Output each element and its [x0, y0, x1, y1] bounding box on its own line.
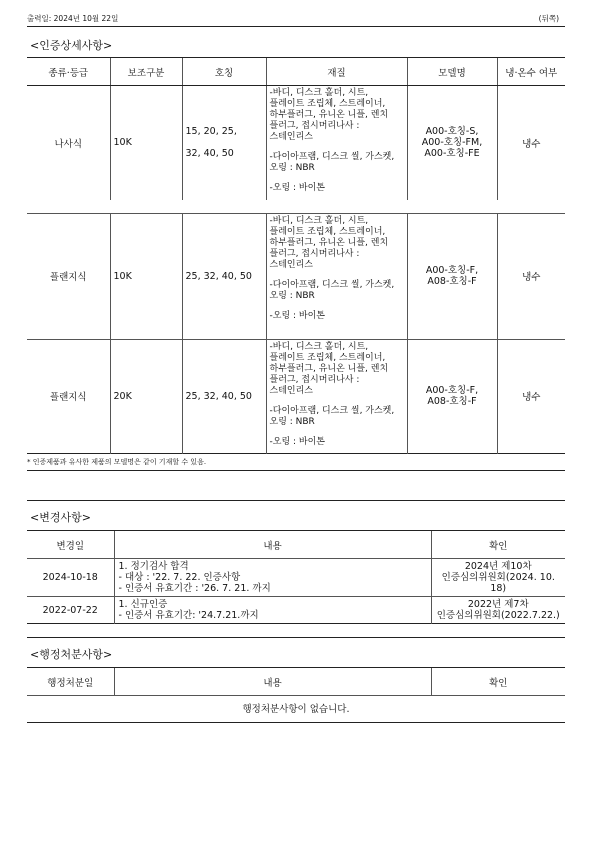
- page-side-label: (뒤쪽): [538, 14, 559, 23]
- divider: [27, 470, 565, 471]
- admin-table: [27, 668, 565, 723]
- divider: [27, 26, 565, 27]
- change-confirm: 2024년 제10차 인증심의위원회(2024. 10. 18): [431, 559, 565, 597]
- cell-material: [266, 86, 407, 200]
- col-header-date: 변경일: [56, 540, 85, 552]
- admin-title: <행정처분사항>: [30, 648, 113, 661]
- material-oring: -오링 : 바이톤: [269, 183, 325, 193]
- table-row: [27, 696, 565, 723]
- changes-title: <변경사항>: [30, 511, 91, 524]
- admin-header-row: [27, 668, 565, 696]
- col-header-admin-content: 내용: [114, 668, 431, 696]
- material-oring: -오링 : 바이톤: [269, 310, 325, 321]
- col-header-model: 모델명: [407, 58, 497, 86]
- change-date: 2022-07-22: [27, 597, 114, 624]
- col-header-content: 내용: [114, 531, 431, 559]
- col-header-confirm: 확인: [431, 531, 565, 559]
- change-date: 2024-10-18: [27, 559, 114, 597]
- change-content: 1. 신규인증 - 인증서 유효기간: '24.7.21.까지: [114, 597, 431, 624]
- cell-water: 냉수: [497, 339, 565, 453]
- col-header-type: 종류·등급: [27, 58, 110, 86]
- cert-header-row: [27, 58, 565, 86]
- material-metal: -바디, 디스크 홀더, 시트, 플레이트 조립체, 스트레이너, 하부플러그, 유니온 니플, 렌치 플러그, 접시머리나사 : 스테인리스: [269, 341, 389, 396]
- material-rubber: -다이아프램, 디스크 씰, 가스켓, 오링 : NBR: [269, 152, 395, 173]
- print-date: 출력일: 2024년 10월 22일: [27, 14, 119, 23]
- material-rubber: -다이아프램, 디스크 씰, 가스켓, 오링 : NBR: [269, 405, 395, 427]
- cell-sub: 10K: [110, 213, 182, 339]
- divider: [27, 500, 565, 501]
- change-content: 1. 정기검사 합격 - 대상 : '22. 7. 22. 인증사항 - 인증서 유효기간 : '26. 7. 21. 까지: [114, 559, 431, 597]
- page-header: [27, 10, 563, 26]
- admin-empty-message: 행정처분사항이 없습니다.: [27, 696, 565, 723]
- cert-detail-table: [27, 58, 565, 454]
- cert-detail-title: <인증상세사항>: [30, 39, 113, 52]
- table-row: [27, 559, 565, 597]
- divider: [27, 637, 565, 638]
- col-header-size: 호칭: [182, 58, 266, 86]
- cell-model: A00-호칭-F, A08-호칭-F: [407, 339, 497, 453]
- cell-type: 플랜지식: [49, 272, 87, 283]
- col-header-material: 재질: [266, 58, 407, 86]
- cell-size: 15, 20, 25, 32, 40, 50: [182, 86, 266, 200]
- changes-table: [27, 531, 565, 624]
- material-rubber: -다이아프램, 디스크 씰, 가스켓, 오링 : NBR: [269, 279, 395, 301]
- cell-model: A00-호칭-F, A08-호칭-F: [407, 213, 497, 339]
- col-header-water: 냉·온수 여부: [497, 58, 565, 86]
- cell-model: A00-호칭-S, A00-호칭-FM, A00-호칭-FE: [407, 86, 497, 200]
- table-row: [27, 86, 565, 200]
- change-confirm: 2022년 제7차 인증심의위원회(2022.7.22.): [431, 597, 565, 624]
- cell-sub: 10K: [110, 86, 182, 200]
- material-oring: -오링 : 바이톤: [269, 436, 325, 447]
- table-row: [27, 339, 565, 453]
- changes-header-row: [27, 531, 565, 559]
- cert-note: * 인증제품과 유사한 제품의 모델명은 같이 기재할 수 있음.: [27, 458, 207, 466]
- material-metal: -바디, 디스크 홀더, 시트, 플레이트 조립체, 스트레이너, 하부플러그, 유니온 니플, 렌치 플러그, 접시머리나사 : 스테인리스: [269, 88, 389, 142]
- cell-size: 25, 32, 40, 50: [182, 339, 266, 453]
- cell-material: [266, 339, 407, 453]
- table-row: [27, 213, 565, 339]
- cell-water: 냉수: [497, 213, 565, 339]
- cell-size: 25, 32, 40, 50: [182, 213, 266, 339]
- cell-type: 플랜지식: [49, 392, 87, 403]
- material-metal: -바디, 디스크 홀더, 시트, 플레이트 조립체, 스트레이너, 하부플러그, 유니온 니플, 렌치 플러그, 접시머리나사 : 스테인리스: [269, 215, 389, 270]
- col-header-sub: 보조구분: [110, 58, 182, 86]
- cell-material: [266, 213, 407, 339]
- table-row: [27, 597, 565, 624]
- cell-sub: 20K: [110, 339, 182, 453]
- cell-water: 냉수: [497, 86, 565, 200]
- col-header-admin-date: 행정처분일: [47, 677, 94, 689]
- col-header-admin-confirm: 확인: [431, 668, 565, 696]
- cell-type: 나사식: [54, 138, 83, 150]
